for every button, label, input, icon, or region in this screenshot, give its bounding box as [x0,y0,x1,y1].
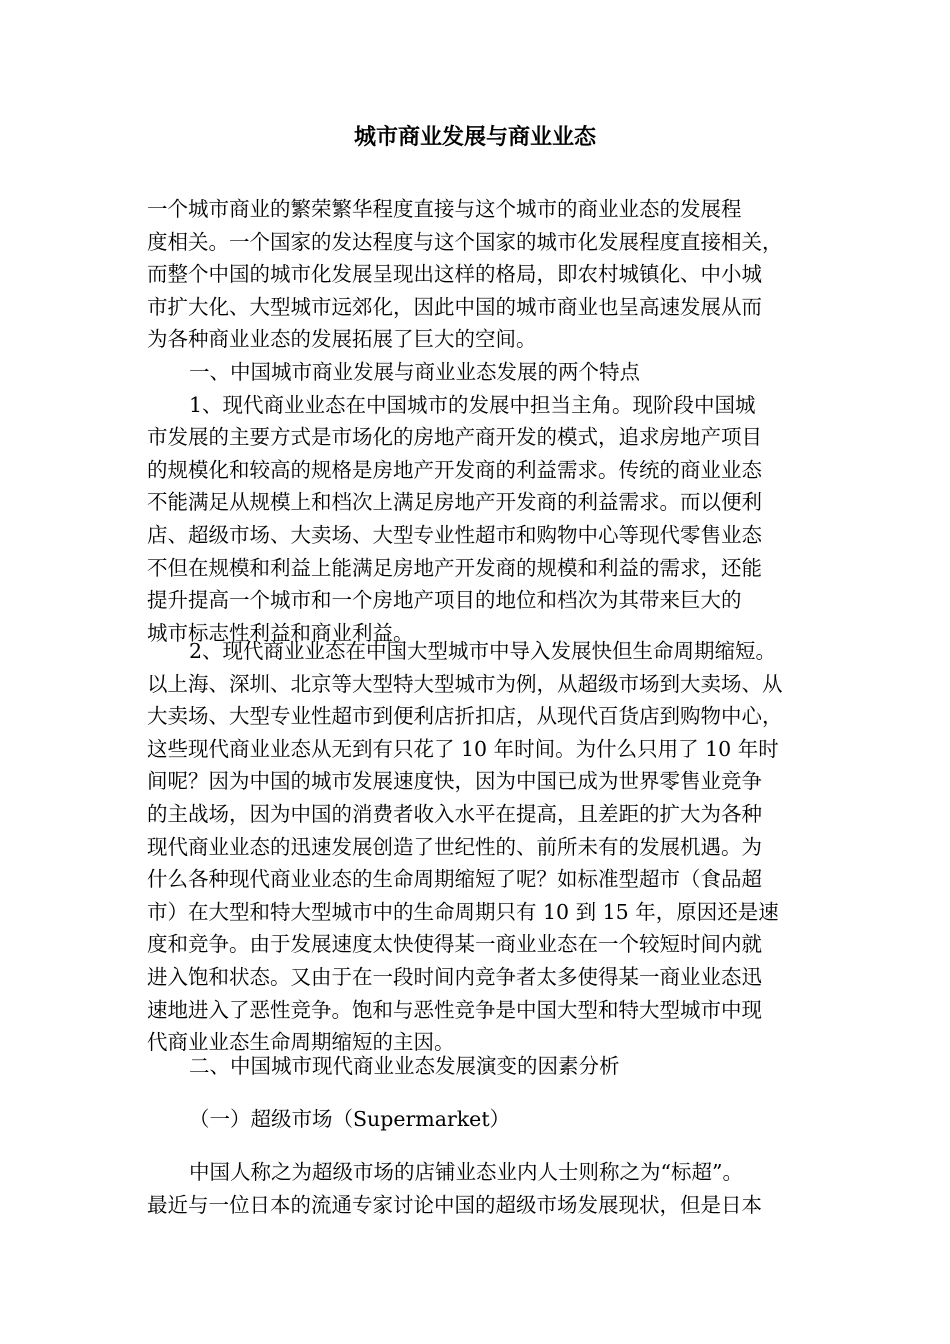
subsection1-heading: （一）超级市场（Supermarket） [189,1107,511,1131]
intro-line: 而整个中国的城市化发展呈现出这样的格局，即农村城镇化、中小城 [147,262,762,287]
intro-line: 一个城市商业的繁荣繁华程度直接与这个城市的商业业态的发展程 [147,197,742,221]
point1-line: 城市标志性利益和商业利益。 [147,620,414,645]
point2-line: 大卖场、大型专业性超市到便利店折扣店，从现代百货店到购物中心， [147,704,783,729]
point2-line: 度和竞争。由于发展速度太快使得某一商业业态在一个较短时间内就 [147,932,762,957]
intro-line: 市扩大化、大型城市远郊化，因此中国的城市商业也呈高速发展从而 [147,294,762,319]
last-paragraph-line: 最近与一位日本的流通专家讨论中国的超级市场发展现状，但是日本 [147,1192,762,1217]
point2-line: 的主战场，因为中国的消费者收入水平在提高，且差距的扩大为各种 [147,801,762,826]
point1-line: 不但在规模和利益上能满足房地产开发商的规模和利益的需求，还能 [147,555,762,580]
section1-heading: 一、中国城市商业发展与商业业态发展的两个特点 [189,359,640,384]
point2-line: 2、现代商业业态在中国大型城市中导入发展快但生命周期缩短。 [189,639,777,663]
point1-line: 的规模化和较高的规格是房地产开发商的利益需求。传统的商业业态 [147,457,762,482]
point2-paragraph [147,635,827,1059]
point1-line: 市发展的主要方式是市场化的房地产商开发的模式，追求房地产项目 [147,425,762,450]
subsection1-heading-block [147,1103,827,1136]
point1-line: 提升提高一个城市和一个房地产项目的地位和档次为其带来巨大的 [147,588,742,613]
point2-line: 速地进入了恶性竞争。饱和与恶性竞争是中国大型和特大型城市中现 [147,997,762,1022]
point2-line: 间呢？因为中国的城市发展速度快，因为中国已成为世界零售业竞争 [147,769,762,794]
document-title: 城市商业发展与商业业态 [353,125,596,150]
point1-line: 不能满足从规模上和档次上满足房地产开发商的利益需求。而以便利 [147,490,762,515]
point2-line: 进入饱和状态。又由于在一段时间内竞争者太多使得某一商业业态迅 [147,964,762,989]
last-paragraph [147,1156,827,1221]
point2-line: 现代商业业态的迅速发展创造了世纪性的、前所未有的发展机遇。为 [147,834,762,859]
section2-heading-block [147,1050,827,1083]
point2-line: 这些现代商业业态从无到有只花了 10 年时间。为什么只用了 10 年时 [147,736,779,761]
intro-line: 度相关。一个国家的发达程度与这个国家的城市化发展程度直接相关， [147,229,783,254]
intro-line: 为各种商业业态的发展拓展了巨大的空间。 [147,327,537,352]
last-paragraph-line: 中国人称之为超级市场的店铺业态业内人士则称之为“标超”。 [189,1160,743,1184]
point2-line: 代商业业态生命周期缩短的主因。 [147,1030,455,1055]
intro-paragraph [147,193,827,649]
point1-line: 店、超级市场、大卖场、大型专业性超市和购物中心等现代零售业态 [147,522,762,547]
point2-line: 以上海、深圳、北京等大型特大型城市为例，从超级市场到大卖场、从 [147,671,783,696]
point2-line: 什么各种现代商业业态的生命周期缩短了呢？如标准型超市（食品超 [147,867,762,892]
point2-line: 市）在大型和特大型城市中的生命周期只有 10 到 15 年，原因还是速 [147,899,779,924]
point1-line: 1、现代商业业态在中国城市的发展中担当主角。现阶段中国城 [189,392,756,417]
section2-heading: 二、中国城市现代商业业态发展演变的因素分析 [189,1054,620,1078]
